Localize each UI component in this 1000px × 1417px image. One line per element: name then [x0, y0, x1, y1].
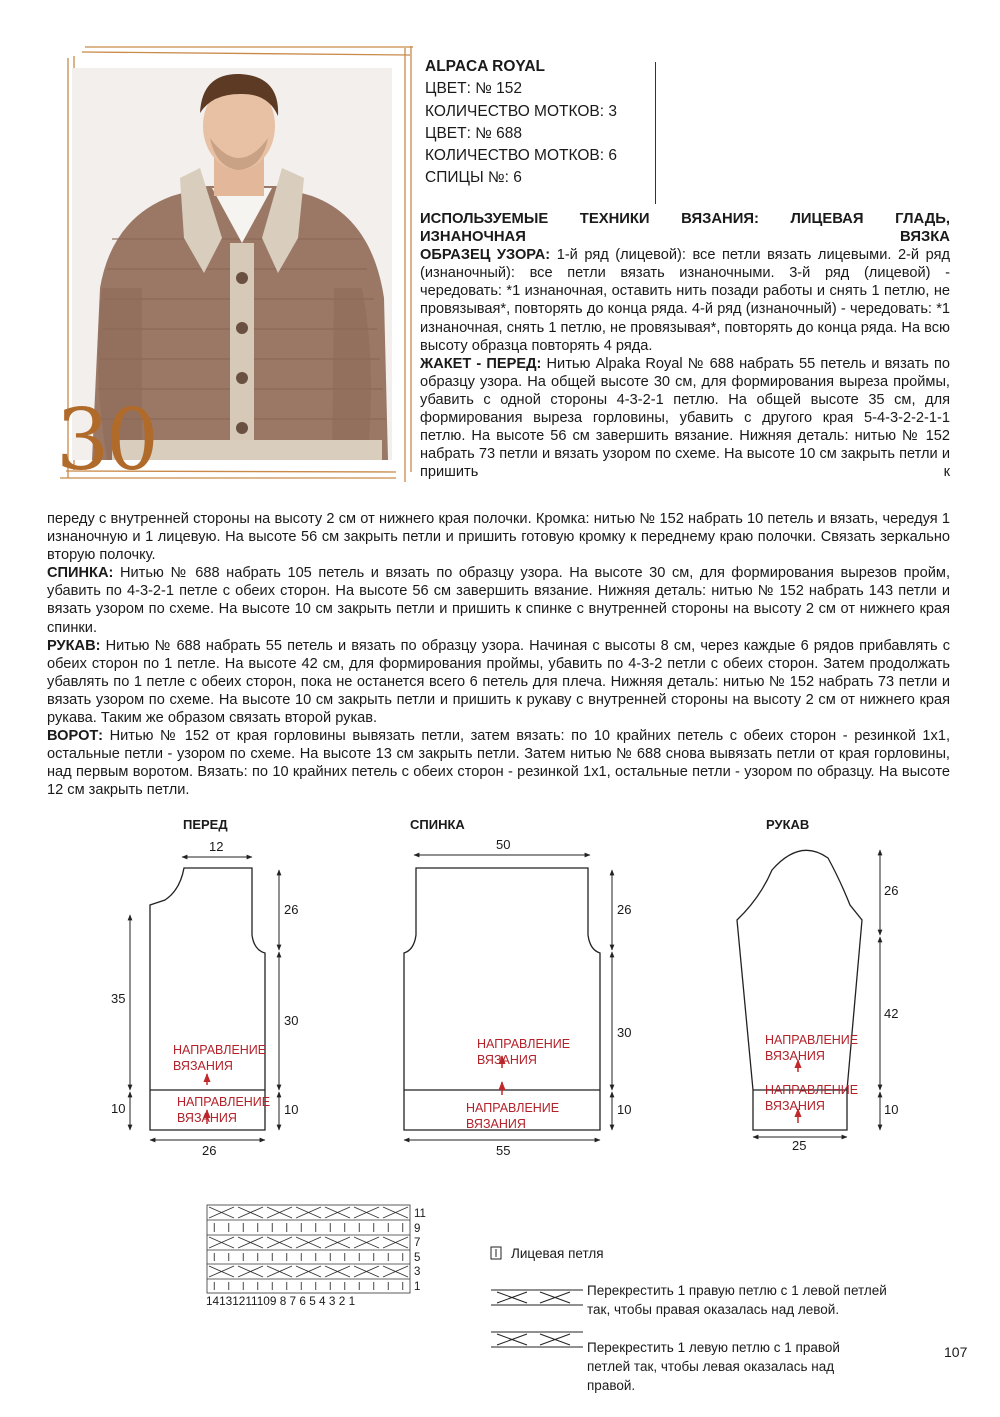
- back-text: Нитью № 688 набрать 105 петель и вязать по образцу узора. На высоте 30 см, для формирования вырезов пройм, убавить по 4-3-2-1 петле с обеих сторон. На высоте 56 см завершить вязание. Нижняя деталь: нитью № 152 набрать 143 петли и вязать узором по схеме. На высоте 10 см закрыть петли и пришить к спинке с внутренней стороны на высоту 2 см от нижнего края спинки.: [47, 565, 950, 636]
- chart-marks: [209, 1207, 408, 1290]
- front-paragraph: [420, 355, 950, 482]
- cross-stitch-mark: [354, 1266, 379, 1277]
- front-bottom-dim: 26: [202, 1143, 217, 1158]
- cross-stitch-mark: [325, 1207, 350, 1218]
- legend-cross-left: Перекрестить 1 левую петлю с 1 правой петлей так, чтобы левая оказалась над правой.: [587, 1340, 840, 1393]
- stitch-chart: [207, 1205, 410, 1293]
- cross-stitch-mark: [325, 1266, 350, 1277]
- cross-stitch-mark: [383, 1207, 408, 1218]
- model-number: 30: [56, 391, 155, 489]
- cross-stitch-mark: [238, 1207, 263, 1218]
- pattern-label: ОБРАЗЕЦ УЗОРА:: [420, 247, 551, 264]
- yarn-info: [425, 56, 617, 190]
- back-bottom-dim: 55: [496, 1143, 511, 1158]
- pattern-text: 1-й ряд (лицевой): все петли вязать лицевыми. 2-й ряд (изнаночный): все петли вязать изнаночными. 3-й ряд (лицевой) - чередовать: *1 изнаночная, оставить нить позади работы и снять 1 петлю, не провязывая*, повторять до конца ряда. 4-й ряд (изнаночный) - чередовать: *1 изнаночная, снять 1 петлю, не провязывая*, повторять до конца ряда. На всю высоту образца повторять 4 ряда.: [420, 247, 950, 354]
- legend-knit: Лицевая петля: [511, 1246, 604, 1261]
- front-continued: переду с внутренней стороны на высоту 2 см от нижнего края полочки. Кромка: нитью № 152 набрать 10 петель и вязать, чередуя 1 изнаночную и 1 лицевую. На высоте 56 см закрыть петли и пришить готовую кромку к переднему краю полочки. Связать зеркально вторую полочку.: [47, 511, 950, 564]
- page-number: 107: [944, 1344, 968, 1360]
- cross-stitch-mark: [354, 1237, 379, 1248]
- chart-row-number: 5: [414, 1251, 421, 1264]
- cross-stitch-mark: [296, 1237, 321, 1248]
- chart-row-number: 1: [414, 1280, 421, 1293]
- chart-row-number: 11: [414, 1208, 426, 1220]
- cross-stitch-mark: [267, 1237, 292, 1248]
- chart-row-numbers: [414, 1207, 426, 1295]
- sleeve-upper-dim: 26: [884, 883, 899, 898]
- techniques-heading: ИСПОЛЬЗУЕМЫЕ ТЕХНИКИ ВЯЗАНИЯ: ЛИЦЕВАЯ ГЛАДЬ, ИЗНАНОЧНАЯ ВЯЗКА: [420, 211, 950, 246]
- cross-stitch-mark: [238, 1237, 263, 1248]
- legend-cross-right: Перекрестить 1 правую петлю с 1 левой петлей так, чтобы правая оказалась над левой.: [587, 1283, 887, 1317]
- instructions-right-column: [420, 210, 950, 481]
- chart-stitch-numbers: 14131211109 8 7 6 5 4 3 2 1: [206, 1294, 356, 1308]
- yarn-skeins-2: КОЛИЧЕСТВО МОТКОВ: 6: [425, 147, 617, 165]
- cross-stitch-mark: [354, 1237, 379, 1248]
- cross-stitch-mark: [296, 1207, 321, 1218]
- info-divider: [655, 62, 656, 204]
- collar-paragraph: [47, 727, 950, 799]
- cross-stitch-mark: [209, 1266, 234, 1277]
- cross-stitch-mark: [325, 1237, 350, 1248]
- back-lower-dim: 10: [617, 1102, 632, 1117]
- cross-stitch-mark: [267, 1266, 292, 1277]
- cross-stitch-mark: [267, 1207, 292, 1218]
- cross-stitch-mark: [296, 1266, 321, 1277]
- back-diagram-title: СПИНКА: [410, 817, 465, 832]
- cross-stitch-mark: [354, 1266, 379, 1277]
- cross-stitch-mark: [296, 1266, 321, 1277]
- sleeve-lower-direction-label: НАПРАВЛЕНИЕ ВЯЗАНИЯ: [765, 1083, 859, 1113]
- sleeve-direction-label: НАПРАВЛЕНИЕ ВЯЗАНИЯ: [765, 1033, 859, 1063]
- sleeve-text: Нитью № 688 набрать 55 петель и вязать по образцу узора. Начиная с высоты 8 см, через каждые 6 рядов прибавлять с обеих сторон по 1 петле. На высоте 42 см, для формирования проймы, убавить по 4-3-2 петли с обеих сторон. Затем продолжать убавлять по 1 петле с обеих сторон, пока не останется всего 6 петель для плеча. Нижняя деталь: нитью № 152 набрать 73 петли и вязать узором по схеме. На высоте 10 см закрыть петли и пришить к рукаву с внутренней стороны на высоту 2 см от нижнего края рукава. Таким же образом связать второй рукав.: [47, 637, 950, 727]
- back-label: СПИНКА:: [47, 565, 114, 582]
- cross-stitch-mark: [383, 1266, 408, 1277]
- cross-stitch-mark: [209, 1207, 234, 1218]
- front-direction-label: НАПРАВЛЕНИЕ ВЯЗАНИЯ: [173, 1043, 267, 1073]
- front-lower-direction-label: НАПРАВЛЕНИЕ ВЯЗАНИЯ: [177, 1095, 271, 1125]
- sleeve-lower-dim: 10: [884, 1102, 899, 1117]
- yarn-skeins-1: КОЛИЧЕСТВО МОТКОВ: 3: [425, 102, 617, 120]
- cross-stitch-mark: [238, 1266, 263, 1277]
- cross-stitch-mark: [238, 1207, 263, 1218]
- cross-stitch-mark: [238, 1237, 263, 1248]
- cross-stitch-mark: [209, 1237, 234, 1248]
- cross-stitch-mark: [383, 1266, 408, 1277]
- cross-stitch-mark: [267, 1266, 292, 1277]
- front-label: ЖАКЕТ - ПЕРЕД:: [420, 355, 542, 372]
- cross-stitch-mark: [209, 1207, 234, 1218]
- chart-row-number: 7: [414, 1237, 421, 1250]
- front-middle-dim: 30: [284, 1013, 299, 1028]
- pattern-paragraph: [420, 246, 950, 355]
- back-direction-label: НАПРАВЛЕНИЕ ВЯЗАНИЯ: [477, 1037, 571, 1067]
- cross-stitch-mark: [267, 1207, 292, 1218]
- cross-stitch-mark: [383, 1237, 408, 1248]
- cross-stitch-mark: [209, 1266, 234, 1277]
- yarn-color-1: ЦВЕТ: № 152: [425, 80, 523, 98]
- cross-stitch-mark: [238, 1266, 263, 1277]
- back-upper-dim: 26: [617, 902, 632, 917]
- cross-stitch-mark: [296, 1207, 321, 1218]
- front-lower-dim: 10: [284, 1102, 299, 1117]
- chart-row-number: 3: [414, 1266, 421, 1279]
- collar-text: Нитью № 152 от края горловины вывязать петли, затем вязать: по 10 крайних петель с обеих сторон - резинкой 1x1, остальные петли - узором по схеме. На высоте 13 см закрыть петли. Затем нитью № 688 снова вывязать петли от края горловины, над первым воротом. Вязать: по 10 крайних петель с обеих сторон - резинкой 1x1, остальные петли - узором по образцу. На высоте 12 см закрыть петли.: [47, 728, 950, 799]
- sleeve-paragraph: [47, 637, 950, 727]
- cross-stitch-mark: [325, 1266, 350, 1277]
- back-top-dim: 50: [496, 837, 511, 852]
- sleeve-middle-dim: 42: [884, 1006, 899, 1021]
- yarn-brand: ALPACA ROYAL: [425, 58, 545, 75]
- cross-stitch-mark: [296, 1237, 321, 1248]
- front-text: Нитью Alpaka Royal № 688 набрать 55 петель и вязать по образцу узора. На общей высоте 30 см, для формирования выреза проймы, убавить с одной стороны 4-3-2-1 петлю. На общей высоте 35 см, для формирования выреза горловины, убавить с другого края 5-4-3-2-2-1-1 петлю. На высоте 56 см завершить вязание. Нижняя деталь: нитью № 152 набрать 73 петли и вязать узором по схеме. На высоте 10 см закрыть петли и пришить к: [420, 355, 951, 481]
- front-diagram-title: ПЕРЕД: [183, 817, 228, 832]
- back-middle-dim: 30: [617, 1025, 632, 1040]
- sleeve-label: РУКАВ:: [47, 637, 101, 654]
- cross-stitch-mark: [354, 1207, 379, 1218]
- cross-stitch-mark: [325, 1207, 350, 1218]
- front-left-height-dim: 35: [111, 991, 126, 1006]
- collar-label: ВОРОТ:: [47, 728, 104, 745]
- needles: СПИЦЫ №: 6: [425, 169, 522, 187]
- sleeve-diagram-title: РУКАВ: [766, 817, 810, 832]
- cross-stitch-mark: [209, 1237, 234, 1248]
- cross-stitch-mark: [354, 1207, 379, 1218]
- cross-stitch-mark: [325, 1237, 350, 1248]
- cross-stitch-mark: [267, 1237, 292, 1248]
- back-schematic: [404, 855, 612, 1140]
- front-upper-dim: 26: [284, 902, 299, 917]
- sleeve-bottom-dim: 25: [792, 1138, 807, 1153]
- instructions-full-width: [47, 510, 950, 800]
- cross-stitch-mark: [383, 1207, 408, 1218]
- front-left-lower-dim: 10: [111, 1101, 126, 1116]
- cross-stitch-mark: [383, 1237, 408, 1248]
- back-paragraph: [47, 564, 950, 636]
- back-lower-direction-label: НАПРАВЛЕНИЕ ВЯЗАНИЯ: [466, 1101, 560, 1131]
- yarn-color-2: ЦВЕТ: № 688: [425, 124, 523, 142]
- front-top-dim: 12: [209, 839, 224, 854]
- chart-row-number: 9: [414, 1222, 421, 1235]
